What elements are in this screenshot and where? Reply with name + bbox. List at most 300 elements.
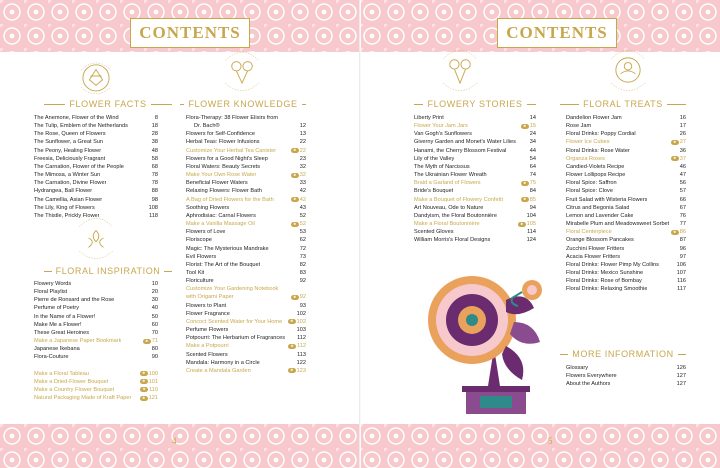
toc-entry [186,114,306,122]
toc-entry-title: The Rose, Queen of Flowers [34,131,106,138]
toc-entry [566,277,686,285]
toc-entry-title: Make a Floral Boutonnière [414,221,480,228]
toc-entry-title: Acacia Flower Fritters [566,253,621,260]
diy-badge-icon: ❀ [521,124,529,129]
toc-entry [566,130,686,138]
toc-entry-page: 126 [676,365,686,371]
toc-entry-page-number: 100 [148,370,158,377]
diy-badge-icon: ❀ [671,230,679,235]
toc-entry-title: Dr. Bach® [194,123,220,130]
toc-entry-title: Glossary [566,365,589,371]
toc-entry-page: 32 [299,163,306,170]
toc-entry-title: Dandyism, the Floral Boutonnière [414,212,498,219]
toc-entry-page-number: 105 [526,221,536,228]
toc-entry-title: Flowery Words [34,281,72,287]
toc-entry-page [140,386,158,394]
book-gutter [359,0,361,468]
toc-entry-page-number: 86 [679,229,686,236]
toc-entry [186,204,306,212]
toc-entry-title: Lily of the Valley [414,155,455,162]
toc-entry [566,261,686,269]
toc-entry [34,114,158,122]
toc-entry-title: Flowers to Plant [186,302,227,309]
toc-entry-page: 34 [529,139,536,146]
toc-entry-title: Japanese Ikebana [34,346,80,353]
toc-entry [414,171,536,179]
toc-entry-title: Evil Flowers [186,253,217,260]
toc-entry-title: The Anemone, Flower of the Wind [34,115,119,121]
toc-entry [186,285,306,293]
toc-entry-page: 112 [297,335,306,342]
toc-entry-title: Floral Drinks: Mexico Sunshine [566,269,644,276]
page-number-left: 4 [172,436,177,446]
toc-entry [34,337,158,345]
toc-entry-title: Braid a Garland of Flowers [414,180,481,187]
toc-entry-page [288,342,306,350]
toc-entry [34,280,158,288]
toc-entry [186,147,306,155]
toc-entry-page: 82 [299,261,306,268]
diy-badge-icon: ❀ [518,222,526,227]
toc-entry-page: 57 [679,188,686,195]
toc-entry-page [671,228,686,236]
toc-entry [186,212,306,220]
toc-entry-title: Customize Your Herbal Tea Canister [186,147,277,154]
toc-entry-title: Dandelion Flower Jam [566,115,622,121]
toc-entry [566,285,686,293]
toc-entry-page: 60 [151,321,158,328]
flower-knowledge-list [186,114,306,375]
toc-entry-page [521,196,536,204]
toc-entry [186,228,306,236]
toc-entry-page: 50 [151,313,158,320]
toc-entry-page: 93 [299,302,306,309]
toc-entry [414,179,536,187]
toc-entry-page-number: 52 [299,221,306,228]
toc-entry-page [291,293,306,301]
toc-entry [186,196,306,204]
toc-entry-page: 94 [529,204,536,211]
toc-entry-title: Art Nouveau, Ode to Nature [414,204,484,211]
toc-entry-title: Scented Flowers [186,351,228,358]
diy-badge-icon: ❀ [671,140,679,145]
toc-entry [186,277,306,285]
toc-entry-page-number: 27 [679,139,686,146]
toc-entry-page: 66 [679,196,686,203]
toc-entry-page: 108 [148,204,158,211]
toc-entry-page: 64 [529,163,536,170]
toc-entry-title: The Carnation, Divine Flower [34,180,107,187]
toc-entry-title: Customize Your Gardening Notebook [186,286,279,293]
toc-entry-title: Flowers of Love [186,229,226,236]
toc-entry-page [518,220,536,228]
toc-entry [414,122,536,130]
toc-entry-page: 17 [679,123,686,130]
toc-entry-title: Natural Packaging Made of Kraft Paper [34,395,132,402]
toc-entry [34,196,158,204]
toc-entry-title: Bride's Bouquet [414,188,454,195]
more-information-list [566,364,686,388]
toc-entry-title: Make a Japanese Paper Bookmark [34,338,122,345]
toc-entry-title: Potpourri: The Herbarium of Fragrances [186,335,286,342]
toc-entry-page-number: 101 [148,378,158,385]
toc-entry [186,302,306,310]
toc-entry-title: Hanami, the Cherry Blossom Festival [414,147,507,154]
toc-entry [414,196,536,204]
toc-entry-page: 70 [151,329,158,336]
toc-entry [34,122,158,130]
toc-entry [414,163,536,171]
toc-entry-title: Florist: The Art of the Bouquet [186,261,261,268]
toc-entry-title: Floral Waters: Beauty Secrets [186,163,261,170]
toc-entry-page: 10 [151,281,158,287]
toc-entry-title: Tool Kit [186,269,205,276]
toc-entry-page: 127 [676,373,686,380]
toc-entry-title: Relaxing Flowers: Flower Bath [186,188,262,195]
toc-entry-page: 46 [679,163,686,170]
toc-entry-page-number: 121 [148,395,158,402]
toc-entry [34,394,158,402]
toc-entry-page [288,318,306,326]
toc-entry-title: Make a Potpourri [186,343,229,350]
toc-entry [566,364,686,372]
diy-badge-icon: ❀ [671,156,679,161]
toc-entry-title: Flower Your Jam Jars [414,123,468,130]
flower-knowledge-heading: FLOWER KNOWLEDGE [180,95,306,113]
toc-entry-title: Hydrangea, Ball Flower [34,188,93,195]
diy-badge-icon: ❀ [140,387,148,392]
toc-entry [34,288,158,296]
toc-entry-page: 20 [151,289,158,296]
diy-badge-icon: ❀ [143,339,151,344]
toc-entry-title: The Thistle, Prickly Flower [34,212,100,219]
toc-entry [414,236,536,244]
toc-entry-page [671,138,686,146]
toc-entry-page-number: 22 [299,147,306,154]
toc-entry-title: Pierre de Ronsard and the Rose [34,297,115,304]
toc-entry-page: 84 [529,188,536,195]
toc-entry [414,155,536,163]
toc-entry [566,204,686,212]
toc-entry [186,342,306,350]
toc-entry-page: 56 [679,180,686,187]
diy-badge-icon: ❀ [140,396,148,401]
toc-entry-title: Floral Spice: Clove [566,188,613,195]
toc-entry-page: 122 [296,359,306,366]
toc-entry-page-number: 102 [296,318,306,325]
toc-entry-page: 77 [679,221,686,228]
toc-entry-page: 30 [151,297,158,304]
toc-entry [34,321,158,329]
toc-entry [34,296,158,304]
toc-entry-title: Scented Gloves [414,229,454,236]
toc-entry-title: Soothing Flowers [186,204,230,211]
toc-entry-title: The Peony, Healing Flower [34,147,102,154]
toc-entry-page: 96 [679,245,686,252]
toc-entry [186,245,306,253]
toc-entry [414,138,536,146]
toc-entry-page: 92 [299,278,306,285]
floral-inspiration-list [34,280,158,402]
toc-entry-page-number: 123 [296,367,306,374]
page-number-right: 5 [548,436,553,446]
toc-entry-title: Giverny Garden and Monet's Water Lilies [414,139,516,146]
toc-entry-page: 90 [151,354,158,361]
toc-entry-title: Mirabelle Plum and Meadowsweet Sorbet [566,221,670,228]
toc-entry [414,204,536,212]
toc-entry [186,130,306,138]
toc-entry-page: 113 [297,351,306,358]
toc-entry [186,261,306,269]
toc-entry-title: Floral Drinks: Rose of Bombay [566,278,642,285]
diy-badge-icon: ❀ [140,379,148,384]
toc-entry [566,380,686,388]
toc-entry [34,138,158,146]
toc-entry-page: 103 [296,327,306,334]
toc-entry-page: 78 [151,180,158,187]
toc-entry-page [288,367,306,375]
toc-entry [566,122,686,130]
toc-entry [34,171,158,179]
toc-entry-title: Beneficial Flower Waters [186,180,248,187]
toc-entry-title: Perfume of Poetry [34,305,80,312]
toc-entry [566,269,686,277]
contents-title-left: CONTENTS [130,18,250,48]
toc-entry [34,155,158,163]
toc-entry-title: Liberty Print [414,115,444,121]
diy-badge-icon: ❀ [521,197,529,202]
toc-entry-page: 18 [151,123,158,130]
toc-entry-title: Aphrodisiac: Carnal Flowers [186,212,256,219]
toc-entry [414,130,536,138]
toc-entry-title: Fruit Salad with Wisteria Flowers [566,196,648,203]
toc-entry-page-number: 112 [297,343,306,350]
toc-entry [566,253,686,261]
toc-entry-title: Candied-Violets Recipe [566,163,625,170]
toc-entry [186,334,306,342]
toc-entry [34,378,158,386]
toc-entry-page-number: 75 [529,180,536,187]
toc-entry-page-number: 92 [299,294,306,301]
toc-entry-page: 53 [299,229,306,236]
toc-entry [186,187,306,195]
toc-entry-title: The Tulip, Emblem of the Netherlands [34,123,128,130]
toc-entry-page: 28 [151,131,158,138]
toc-entry [566,236,686,244]
toc-entry-title: Make a Bouquet of Flowery Confetti [414,196,503,203]
toc-entry-page: 14 [529,115,536,121]
diy-badge-icon: ❀ [291,295,299,300]
toc-entry-page: 78 [151,172,158,179]
toc-entry-page: 8 [154,115,158,121]
toc-entry-title: Flora-Couture [34,354,69,361]
toc-entry-page: 104 [526,212,536,219]
toc-entry-title: About the Authors [566,381,611,388]
toc-entry-title: Freesia, Deliciously Fragrant [34,155,106,162]
toc-entry-page: 114 [527,229,536,236]
toc-entry-page: 26 [679,131,686,138]
toc-entry [566,163,686,171]
toc-entry-page: 12 [299,123,306,130]
toc-entry [566,155,686,163]
toc-entry [186,155,306,163]
toc-entry-title: Make Your Own Rose Water [186,172,257,179]
toc-entry [414,228,536,236]
toc-entry-title: Orange Blossom Pancakes [566,237,634,244]
toc-entry-title: Citrus and Begonia Salad [566,204,630,211]
toc-entry-page [291,171,306,179]
toc-entry [186,269,306,277]
toc-entry-title: Floral Playlist [34,289,68,296]
toc-entry-page: 74 [529,172,536,179]
toc-entry-page [140,370,158,378]
toc-entry-page: 80 [151,346,158,353]
flower-facts-heading: FLOWER FACTS [44,95,172,113]
toc-entry [34,353,158,361]
toc-entry-page-number: 42 [299,196,306,203]
toc-entry-title: Floral Centerpiece [566,229,612,236]
toc-entry [566,138,686,146]
toc-entry-page: 116 [677,278,686,285]
toc-entry-title: A Bag of Dried Flowers for the Bath [186,196,274,203]
toc-entry-page: 102 [296,310,306,317]
toc-entry-page: 72 [299,245,306,252]
toc-entry-page: 16 [679,115,686,121]
toc-entry-title: Perfume Flowers [186,327,229,334]
toc-entry-title: Floriculture [186,278,214,285]
toc-entry [186,236,306,244]
toc-entry-title: The Myth of Narcissus [414,163,470,170]
toc-entry-page-number: 110 [149,386,158,393]
toc-entry-page-number: 37 [679,155,686,162]
toc-entry [566,179,686,187]
toc-entry-page: 42 [299,188,306,195]
flowery-stories-list [414,114,536,245]
toc-entry-page: 117 [677,286,686,293]
toc-entry [566,187,686,195]
toc-entry-title: Flower Lollipops Recipe [566,172,626,179]
toc-entry-title: Floral Drinks: Relaxing Smoothie [566,286,648,293]
toc-entry [186,163,306,171]
toc-entry-page [291,196,306,204]
toc-entry-title: Make a Vanilla Massage Oil [186,221,255,228]
toc-entry-page: 36 [679,147,686,154]
toc-entry [186,122,306,130]
toc-entry-page-number: 15 [529,123,536,130]
toc-entry [34,179,158,187]
toc-entry [414,212,536,220]
diy-badge-icon: ❀ [521,181,529,186]
diy-badge-icon: ❀ [288,368,296,373]
toc-entry-title: Make a Country Flower Bouquet [34,386,115,393]
contents-title-right: CONTENTS [497,18,617,48]
toc-entry-page: 68 [151,163,158,170]
toc-entry [566,171,686,179]
toc-entry-title: Mandala: Harmony in a Circle [186,359,260,366]
toc-entry-page: 106 [676,261,686,268]
floral-treats-list [566,114,686,293]
floral-treats-heading: FLORAL TREATS [560,95,686,113]
toc-entry-title: The Lily, King of Flowers [34,204,95,211]
toc-entry [186,293,306,301]
toc-entry-page: 44 [529,147,536,154]
diy-badge-icon: ❀ [291,148,299,153]
toc-entry-page-number: 71 [151,338,158,345]
toc-entry [566,114,686,122]
diy-badge-icon: ❀ [291,222,299,227]
diy-badge-icon: ❀ [288,344,296,349]
toc-entry-page [140,378,158,386]
toc-entry-page: 24 [529,131,536,138]
toc-entry-page-number: 85 [529,196,536,203]
toc-entry-title: The Sunflower, a Great Sun [34,139,104,146]
toc-entry-page: 52 [299,212,306,219]
toc-entry-page: 47 [679,172,686,179]
toc-entry [34,130,158,138]
toc-entry [186,326,306,334]
floral-treats-badge-icon [600,42,656,98]
toc-entry [566,220,686,228]
toc-entry-page: 23 [299,155,306,162]
toc-entry [186,253,306,261]
toc-entry [34,187,158,195]
toc-entry-page: 76 [679,212,686,219]
toc-entry-page [671,155,686,163]
toc-entry [186,367,306,375]
toc-entry-title: Flower Ice Cubes [566,139,610,146]
toc-entry-page-number: 32 [299,172,306,179]
toc-entry-title: Floral Drinks: Flower Pimp My Collins [566,261,659,268]
toc-entry [566,372,686,380]
toc-entry-title: The Carnation, Flower of the People [34,163,124,170]
floral-inspiration-heading: FLORAL INSPIRATION [44,262,172,280]
toc-entry-page: 97 [679,253,686,260]
toc-entry-page [143,337,158,345]
flowery-stories-heading: FLOWERY STORIES [414,95,536,113]
toc-entry-page: 118 [149,212,158,219]
toc-entry-page: 98 [151,196,158,203]
diy-badge-icon: ❀ [288,319,296,324]
toc-entry [34,313,158,321]
toc-entry-title: Flowers for Self-Confidence [186,131,256,138]
toc-entry-page [291,147,306,155]
toc-entry-title: Rose Jam [566,123,592,130]
toc-entry-page [521,122,536,130]
toc-entry-title: Herbal Teas: Flower Infusions [186,139,260,146]
toc-entry-title: Flowers Everywhere [566,373,617,380]
toc-entry-title: with Origami Paper [186,294,234,301]
flower-knowledge-badge-icon [214,42,270,98]
toc-entry-title: Flower Fragrance [186,310,230,317]
toc-entry-title: Make a Floral Tableau [34,370,89,377]
toc-entry-page: 127 [676,381,686,388]
diy-badge-icon: ❀ [140,371,148,376]
toc-entry-page: 22 [299,139,306,146]
toc-entry-page: 38 [151,139,158,146]
toc-entry-title: The Camellia, Asian Flower [34,196,103,203]
toc-entry-page [521,179,536,187]
toc-entry-title: William Morris's Floral Designs [414,237,491,244]
toc-entry [186,179,306,187]
toc-entry [186,318,306,326]
toc-entry-title: Magic: The Mysterious Mandrake [186,245,269,252]
toc-entry [566,245,686,253]
toc-entry [414,114,536,122]
toc-entry-page: 83 [299,269,306,276]
toc-entry-page [140,394,158,402]
toc-entry [414,147,536,155]
diy-badge-icon: ❀ [291,173,299,178]
